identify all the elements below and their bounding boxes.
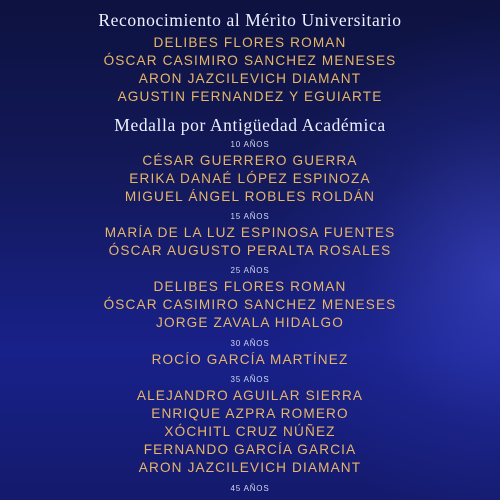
- years-label-15: 15 AÑOS: [230, 212, 270, 221]
- merito-name-4: AGUSTIN FERNANDEZ Y EGUIARTE: [117, 89, 383, 104]
- merito-name-1: DELIBES FLORES ROMAN: [153, 35, 347, 50]
- medalla-name: ÓSCAR AUGUSTO PERALTA ROSALES: [108, 243, 392, 258]
- medalla-name: MARÍA DE LA LUZ ESPINOSA FUENTES: [104, 225, 396, 240]
- heading-merito-universitario: Reconocimiento al Mérito Universitario: [98, 10, 402, 30]
- medalla-name: DELIBES FLORES ROMAN: [153, 279, 347, 294]
- years-label-45: 45 AÑOS: [230, 484, 270, 493]
- years-label-10: 10 AÑOS: [230, 140, 270, 149]
- medalla-name: ROCÍO GARCÍA MARTÍNEZ: [151, 352, 349, 367]
- medalla-name: ÓSCAR CASIMIRO SANCHEZ MENESES: [103, 297, 397, 312]
- medalla-name: FERNANDO GARCÍA GARCIA: [143, 442, 357, 457]
- medalla-name: ARON JAZCILEVICH DIAMANT: [138, 460, 362, 475]
- merito-name-3: ARON JAZCILEVICH DIAMANT: [138, 71, 362, 86]
- heading-medalla-antiguedad: Medalla por Antigüedad Académica: [114, 115, 386, 135]
- medalla-name: XÓCHITL CRUZ NÚÑEZ: [164, 424, 336, 439]
- medalla-name: MIGUEL ÁNGEL ROBLES ROLDÁN: [124, 189, 376, 204]
- years-label-25: 25 AÑOS: [230, 266, 270, 275]
- medalla-name: ALEJANDRO AGUILAR SIERRA: [136, 388, 364, 403]
- medalla-name: JORGE ZAVALA HIDALGO: [156, 315, 344, 330]
- medalla-name: CÉSAR GUERRERO GUERRA: [142, 153, 358, 168]
- merito-name-2: ÓSCAR CASIMIRO SANCHEZ MENESES: [103, 53, 397, 68]
- years-label-35: 35 AÑOS: [230, 375, 270, 384]
- medalla-name: ENRIQUE AZPRA ROMERO: [151, 406, 349, 421]
- years-label-30: 30 AÑOS: [230, 339, 270, 348]
- medalla-name: ERIKA DANAÉ LÓPEZ ESPINOZA: [129, 171, 371, 186]
